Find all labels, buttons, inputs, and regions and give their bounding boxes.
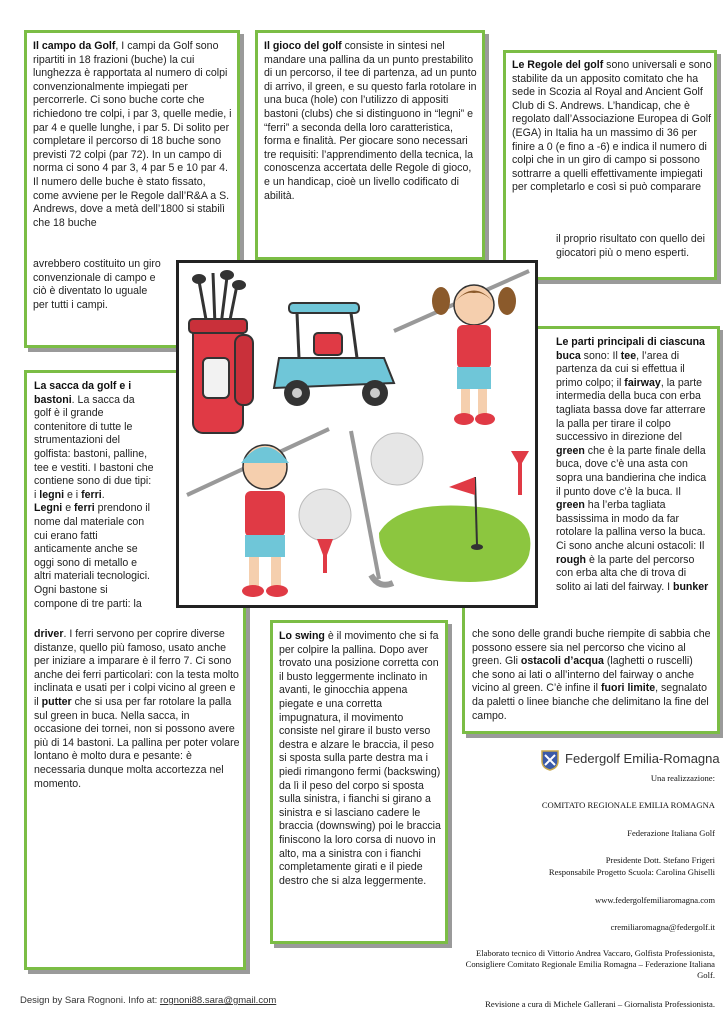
federgolf-logo (540, 749, 560, 771)
parti-t5: ha l’erba tagliata bassissima in modo da far rotolare la pallina verso la buca. Ci sono anche alcuni ostacoli: Il (556, 499, 706, 552)
federgolf-shield-icon (540, 749, 560, 771)
parti-k-rough: rough (556, 553, 587, 566)
parti-k-fuori: fuori limite (600, 682, 656, 695)
regole-text (512, 59, 712, 195)
parti-t2: , l’area di partenza da cui si effettua il primo colpo; il (556, 349, 685, 389)
parti-k-tee: tee (620, 349, 637, 362)
footer-email-link[interactable]: rognoni88.sara@gmail.com (159, 995, 277, 1006)
credit-website-link[interactable]: www.federgolfemiliaromagna.com (594, 895, 715, 905)
sacca-text-2 (34, 628, 240, 791)
parti-k-green2: green (556, 499, 585, 512)
sacca-t2: e i (64, 488, 82, 501)
credit-line-2: COMITATO REGIONALE EMILIA ROMAGNA (541, 800, 715, 810)
parti-t6: è la parte del percorso con erba alta che di trova di solito ai lati del fairway. I (556, 553, 695, 593)
parti-k-ostacoli: ostacoli d’acqua (520, 655, 604, 668)
credit-line-1: Una realizzazione: (650, 773, 715, 783)
sacca-k-ferri: ferri (81, 488, 102, 501)
parti-k-green: green (556, 444, 585, 457)
parti-t9: , segnalato da paletti o linee bianche che delimitano la fine del campo. (472, 682, 709, 722)
golf-illustration (176, 260, 538, 608)
sacca-k-legni: legni (39, 488, 65, 501)
swing-body: è il movimento che si fa per colpire la pallina. Dopo aver trovato una posizione corretta con il busto leggermente inclinato in avanti, le ginocchia appena piegate e una corretta impugnatura, il movimento consiste nel girare il busto verso destra e alzare le braccia, il peso si sposta sulla parte destra ma i piedi rimangono fermi (backswing) da lì il peso del corpo si sposta sulla sinistra, i fianchi si girano a sinistra e si lasciano cadere le braccia (downswing) poi le braccia finiscono la loro corsa di nuovo in alto, ma a sinistra con i fianchi completamente girati e il piede destro che si alza leggermente. (279, 630, 441, 887)
sacca-k-driver: driver (34, 628, 64, 640)
sacca-text (34, 380, 154, 612)
campo-text (33, 40, 233, 230)
parti-text (556, 336, 710, 614)
swing-title: Lo swing (279, 630, 325, 642)
parti-t7: che sono delle grandi buche riempite di sabbia che possono essere sia nel percorso che vicino al green. Gli (472, 628, 711, 668)
credit-line-8: Elaborato tecnico di Vittorio Andrea Vaccaro, Golfista Professionista, Consigliere Comitato Regionale Emilia Romagna – Federazione Italiana Golf. (465, 948, 715, 980)
campo-text-2 (33, 258, 163, 312)
sacca-t6: . I ferri servono per coprire diverse distanze, quello più famoso, usato anche per iniziare a imparare è il ferro 7. Ci sono anche dei ferri particolari: con la testa molto inclinata e usati per i colpi vicino al green e il (34, 628, 239, 708)
regole-title: Le Regole del golf (512, 59, 604, 71)
gioco-title: Il gioco del golf (264, 40, 342, 52)
sacca-k-legni2: Legni (34, 502, 63, 515)
sacca-t1: . La sacca da golf è il grande contenitore di tutte le strumentazioni del golfista: bastoni, palline, tee e vestiti. I bastoni che contiene sono di due tipi: i (34, 393, 154, 501)
gioco-body: consiste in sintesi nel mandare una pallina da un punto prestabilito di un percorso, il tee di partenza, ad un punto di arrivo, il green, e su questo farla rotolare in una buca (hole) con l’utilizzo di appositi bastoni (clubs) che si distinguono in “legni” e “ferri” a seconda della loro caratteristica, forma e finalità. Per giocare sono necessari tre requisiti: l’apprendimento della tecnica, la conoscenza accertata delle Regole di gioco, e un handicap, cioè un livello codificato di abilità. (264, 40, 477, 202)
parti-t4: che è la parte finale della buca, dove c’è una asta con sopra una bandierina che indica il punto dove c’è la buca. Il (556, 444, 707, 498)
parti-text-2 (472, 628, 712, 723)
sacca-title: La sacca da golf e i bastoni (34, 380, 132, 406)
regole-body: sono universali e sono stabilite da un apposito comitato che ha sede in Scozia al Royal and Ancient Golf Club di S. Andrews. L’handicap, che è regolato dall’Associazione Europea di Golf (EGA) in Italia ha un massimo di 36 per finire a 0 (e fino a -6) e indica il numero di colpi che in un giro di campo si possono sottrarre a quelli effettivamente impiegati per completarlo e così si può comparare (512, 59, 712, 194)
girl-golfer-icon (394, 271, 529, 425)
regole-body-2: il proprio risultato con quello dei giocatori più o meno esperti. (556, 233, 705, 259)
credit-email-link[interactable]: cremiliaromagna@federgolf.it (610, 922, 715, 932)
gioco-text (264, 40, 478, 203)
sacca-k-putter: putter (41, 695, 72, 708)
campo-body-2: avrebbero costituito un giro convenzionale di campo e ciò è diventato lo uguale per tutti i campi. (33, 258, 161, 311)
golf-clipart-icon (179, 263, 535, 605)
sacca-t7: che si usa per far rotolare la palla sul green in buca. Nella sacca, in occasione dei tornei, non si possono avere più di 14 bastoni. La pallina per poter volare lontano è molto dura e pesante: è necessaria dunque molta accortezza nel momento. (34, 695, 240, 790)
campo-body: , I campi da Golf sono ripartiti in 18 frazioni (buche) la cui lunghezza è rapportata al numero di colpi convenzionalmente impiegati per percorrerle. Ci sono buche corte che richiedono tre colpi, i par 3, quelle medie, i par 4 e quelle lunghe, i par 5. Di solito per completare il percorso di 18 buche sono previsti 72 colpi (par 72). In un campo di norma ci sono 4 par 3, 4 par 5 e 10 par 4. Il numero delle buche è stato fissato, come avviene per le Regole dall’R&A a S. Andrews, dove a metà dell’1800 si stabilì che 18 buche (33, 40, 232, 229)
golf-bag-icon (189, 270, 253, 433)
footer-design-text: Design by Sara Rognoni. Info at: (20, 995, 160, 1006)
parti-k-fairway: fairway (624, 376, 661, 389)
regole-text-2 (556, 233, 712, 260)
tee-icon (511, 451, 529, 495)
credit-line-4: Presidente Dott. Stefano Frigeri (605, 855, 715, 865)
sacca-t4: e (62, 502, 75, 515)
campo-title: Il campo da Golf (33, 40, 116, 52)
parti-t8: (laghetti o ruscelli) che sono ai lati o all’interno del fairway o anche vicino al green. C’è infine il (472, 655, 695, 695)
putting-green-icon (379, 477, 530, 582)
parti-t3: , la parte intermedia della buca con erba tagliata bassa dove far atterrare la palla per tirare il colpo successivo in direzione del (556, 376, 706, 444)
footer-design-credit (20, 995, 276, 1006)
credit-line-9: Revisione a cura di Michele Gallerani – Giornalista Professionista. (485, 999, 715, 1009)
swing-text (279, 630, 442, 888)
federgolf-org-name: Federgolf Emilia-Romagna (565, 751, 720, 766)
sacca-k-ferri2: ferri (74, 502, 95, 515)
credit-line-5: Responsabile Progetto Scuola: Carolina Ghiselli (548, 867, 715, 877)
parti-t1: sono: Il (580, 349, 621, 362)
parti-k-bunker: bunker (672, 580, 709, 593)
sacca-t3: . (101, 488, 105, 501)
sacca-t5: prendono il nome dal materiale con cui erano fatti anticamente anche se oggi sono di metallo e altri materiali tecnologici. Ogni bastone si compone di tre parti: la (34, 502, 151, 610)
parti-title: Le parti principali di ciascuna buca (556, 336, 705, 362)
golf-cart-icon (274, 303, 394, 406)
credit-line-3: Federazione Italiana Golf (627, 828, 715, 838)
